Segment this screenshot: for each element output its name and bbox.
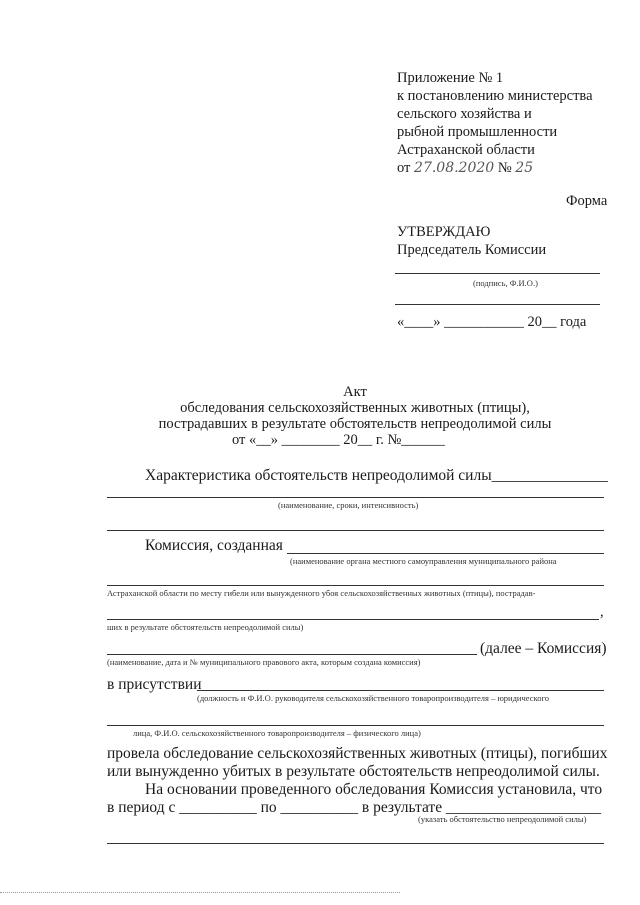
presence-label: в присутствии: [107, 676, 202, 693]
paragraph-2-line-1: На основании проведенного обследования Комиссия установила, что: [145, 781, 603, 798]
paragraph-2-line-2: в период с __________ по __________ в результате ____________________: [107, 799, 601, 816]
approve-title: УТВЕРЖДАЮ: [397, 224, 491, 240]
blank-line-5: [107, 725, 604, 726]
characteristic-fill-line: [107, 497, 604, 498]
blank-line-2: [107, 585, 604, 586]
signature-line-2: [395, 304, 600, 305]
bottom-dotted-edge: [0, 892, 400, 893]
appendix-line-5: Астраханской области: [397, 142, 535, 158]
hint-person: лица, Ф.И.О. сельскохозяйственного товаропроизводителя – физического лица): [133, 728, 421, 738]
act-date-line: от «__» ________ 20__ г. №______: [232, 432, 445, 448]
hint-astrakhan: Астраханской области по месту гибели или вынужденного убоя сельскохозяйственных животных (птицы), пострадав-: [107, 588, 536, 598]
blank-line-3: [107, 619, 599, 620]
form-label: Форма: [566, 193, 608, 209]
paragraph-1-line-2: или вынужденно убитых в результате обстоятельств непреодолимой силы.: [107, 763, 600, 780]
appendix-date-line: [397, 160, 533, 177]
signature-line: [395, 273, 600, 274]
from-prefix: от: [397, 160, 411, 176]
hint-result: ших в результате обстоятельств непреодолимой силы): [107, 622, 304, 632]
commission-fill-line: [287, 553, 604, 554]
presence-fill-line: [197, 690, 604, 691]
act-line-1: обследования сельскохозяйственных животных (птицы),: [180, 400, 530, 416]
handwritten-number: 25: [515, 160, 534, 176]
characteristic-line: Характеристика обстоятельств непреодолимой силы_______________: [145, 467, 608, 484]
comma: ,: [600, 604, 604, 620]
act-title: Акт: [343, 384, 367, 400]
appendix-line-3: сельского хозяйства и: [397, 106, 532, 122]
hint-position: (должность и Ф.И.О. руководителя сельскохозяйственного товаропроизводителя – юридического: [197, 693, 549, 703]
appendix-line-1: Приложение № 1: [397, 70, 504, 86]
appendix-line-2: к постановлению министерства: [397, 88, 593, 104]
blank-line-4: [107, 654, 477, 655]
hint-act: (наименование, дата и № муниципального правового акта, которым создана комиссия): [107, 657, 421, 667]
paragraph-1-line-1: провела обследование сельскохозяйственных животных (птицы), погибших: [107, 745, 608, 762]
approve-chair: Председатель Комиссии: [397, 242, 547, 258]
hint-specify: (указать обстоятельство непреодолимой силы): [418, 814, 587, 824]
signature-hint: (подпись, Ф.И.О.): [473, 278, 538, 288]
hint-organ: (наименование органа местного самоуправления муниципального района: [290, 556, 557, 566]
act-line-2: пострадавших в результате обстоятельств непреодолимой силы: [158, 416, 552, 432]
handwritten-date: 27.08.2020: [414, 160, 495, 176]
approve-date-line: «____» ___________ 20__ года: [397, 314, 587, 330]
hint-name: (наименование, сроки, интенсивность): [278, 500, 419, 510]
blank-line-1: [107, 530, 604, 531]
number-sign: №: [497, 160, 512, 176]
blank-line-6: [107, 843, 604, 844]
commission-label: Комиссия, созданная: [145, 537, 283, 554]
appendix-line-4: рыбной промышленности: [397, 124, 558, 140]
further-label: (далее – Комиссия): [480, 640, 607, 657]
